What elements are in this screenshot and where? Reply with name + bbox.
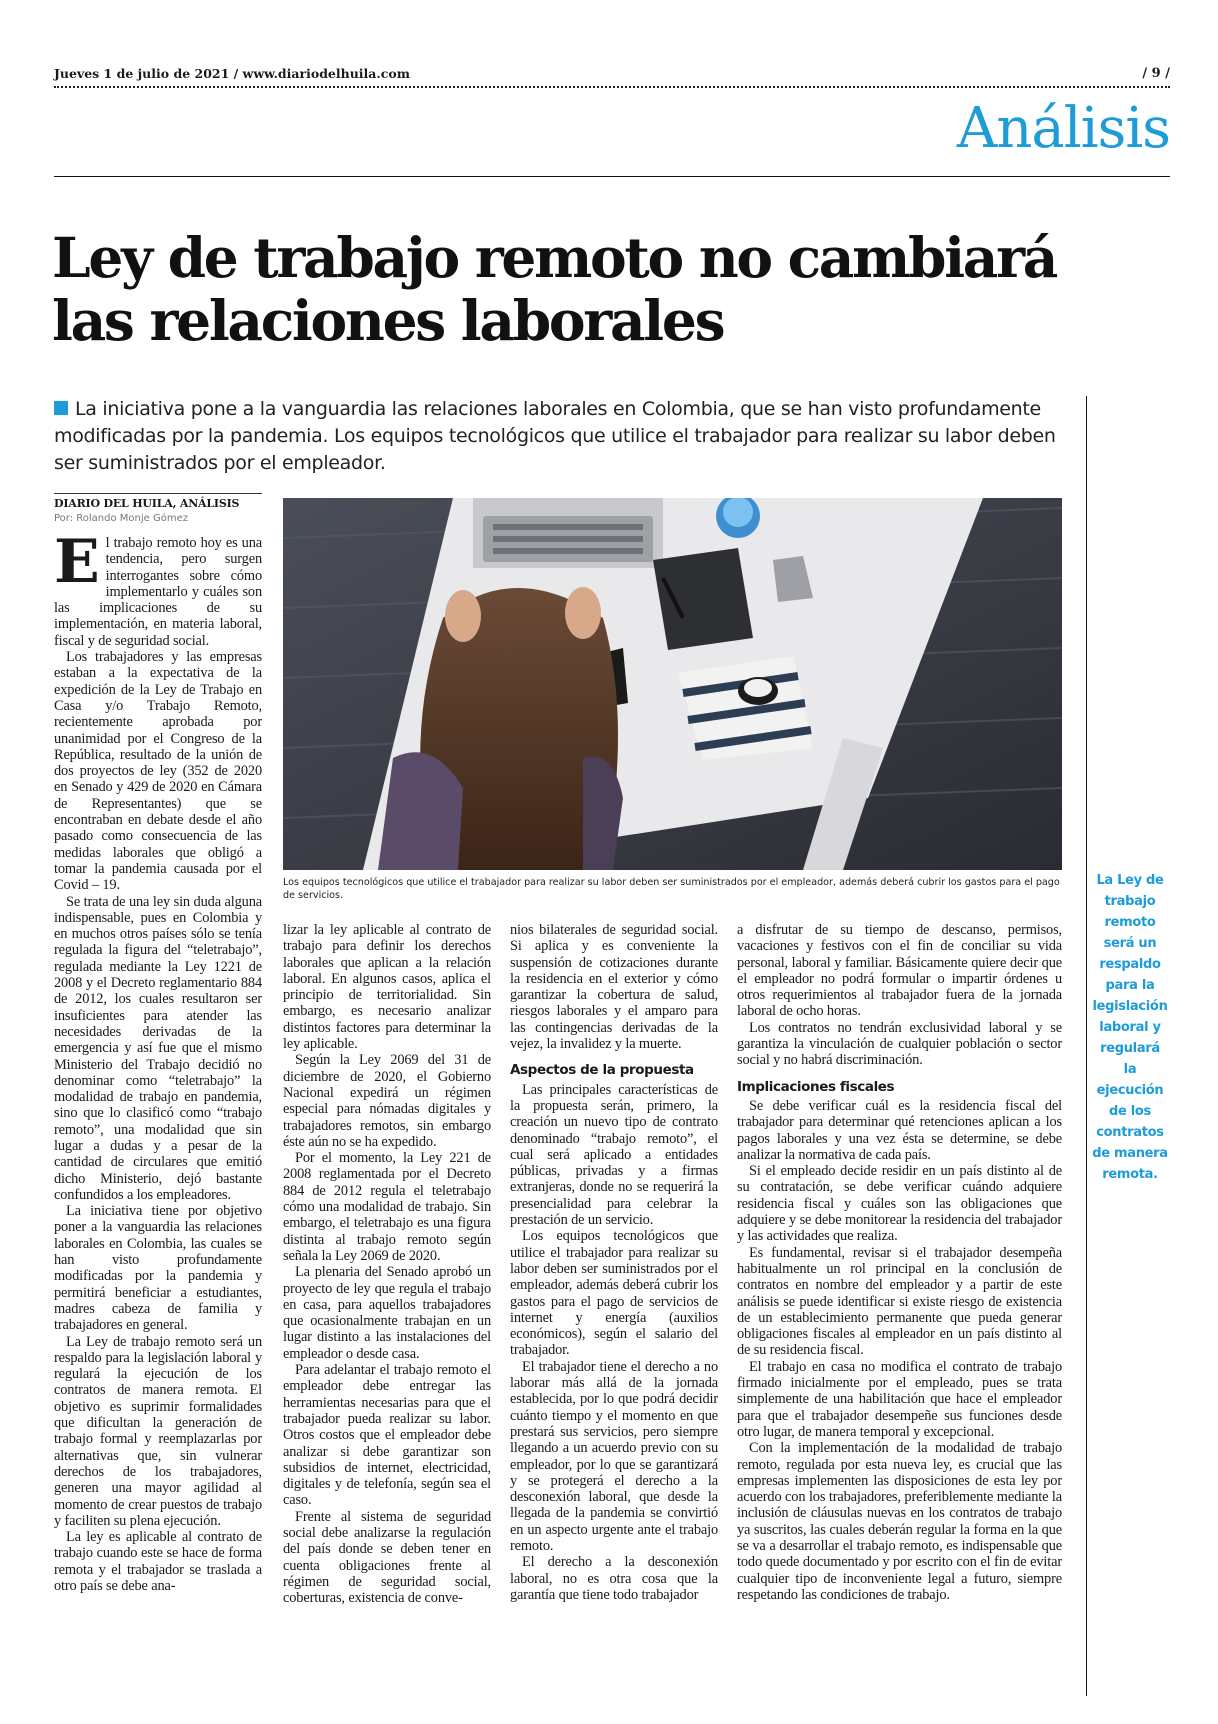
byline-author: Por: Rolando Monje Gómez [54,513,188,524]
article-paragraph: Por el momento, la Ley 221 de 2008 reglamentada por el Decreto 884 de 2012 regula el teletrabajo cómo una modalidad de trabajo. Sin embargo, el teletrabajo es una figura distinta al trabajo remoto según señala la Ley 2069 de 2020. [283,1150,491,1264]
article-paragraph: Las principales características de la propuesta serán, primero, la creación un nuevo tipo de contrato denominado “trabajo remoto”, el cual será aplicado a entidades públicas, privadas y a firmas extranjeras, donde no se requerirá la presencialidad para celebrar la prestación de un servicio. [510,1081,718,1229]
headline-line-2: las relaciones laborales [52,288,724,353]
article-paragraph: La ley es aplicable al contrato de trabajo cuando este se hace de forma remota y el trabajador se traslada a otro país se debe ana- [54,1529,262,1594]
section-title: Análisis [956,96,1170,161]
article-paragraph: Se debe verificar cuál es la residencia fiscal del trabajador para determinar qué retenciones aplican a los pagos laborales y una vez ésta se determine, se debe analizar la normativa de cada país. [737,1097,1062,1163]
article-paragraph: Frente al sistema de seguridad social debe analizarse la regulación del país donde se deben tener en cuenta obligaciones frente al régimen de seguridad social, coberturas, existencia de conve- [283,1508,491,1607]
lead-text: La iniciativa pone a la vanguardia las relaciones laborales en Colombia, que se han visto profundamente modificadas por la pandemia. Los equipos tecnológicos que utilice el trabajador para realizar su labor deben ser suministrados por el empleador. [54,398,1056,474]
square-bullet-icon [54,401,68,415]
article-paragraph: lizar la ley aplicable al contrato de trabajo para definir los derechos laborales que aplican a la relación laboral. En algunos casos, aplica el principio de territorialidad. Sin embargo, es necesario analizar distintos factores para determinar la ley aplicable. [283,922,491,1053]
article-paragraph: Es fundamental, revisar si el trabajador desempeña habitualmente un rol principal en la conclusión de contratos en nombre del empleador y a partir de este análisis se puede identificar si existe riesgo de existencia de un establecimiento permanente que pueda generar obligaciones fiscales al empleador en un país distinto al de su residencia fiscal. [737,1244,1062,1359]
article-paragraph: Los trabajadores y las empresas estaban a la expectativa de la expedición de la Ley de Trabajo en Casa y/o Trabajo Remoto, recientemente aprobada por unanimidad por el Congreso de la República, resultado de la unión de dos proyectos de ley (352 de 2020 en Senado y 429 de 2020 en Cámara de Representantes) que se encontraban en debate desde el año pasado como consecuencia de las medidas laborales que obligó a tomar la pandemia causada por el Covid – 19. [54,649,262,894]
article-paragraph: Si el empleado decide residir en un país distinto al de su contratación, se debe verificar cuándo adquiere residencia fiscal y cuáles son las obligaciones que adquiere y se debe monitorear la residencia del trabajador y las actividades que realiza. [737,1163,1062,1245]
article-paragraph: Los equipos tecnológicos que utilice el trabajador para realizar su labor deben ser suministrados por el empleador, además deberá cubrir los gastos para el pago de servicios de internet y energía (auxilios económicos), según el salario del trabajador. [510,1228,718,1359]
byline-divider [54,493,262,494]
article-paragraph: El trabajador tiene el derecho a no laborar más allá de la jornada establecida, por lo que podrá decidir cuánto tiempo y el momento en que prestará sus servicios, pero siempre llegando a un acuerdo previo con su empleador, por lo que se garantizará y se protegerá el derecho a la desconexión laboral, que desde la llegada de la pandemia se convirtió en un aspecto urgente ante el trabajo remoto. [510,1358,718,1554]
article-paragraph: Según la Ley 2069 del 31 de diciembre de 2020, el Gobierno Nacional expedirá un régimen especial para nómadas digitales y trabajadores remotos, sin embargo éste aún no se ha expedido. [283,1052,491,1150]
photo-caption: Los equipos tecnológicos que utilice el trabajador para realizar su labor deben ser suministrados por el empleador, además deberá cubrir los gastos para el pago de servicios. [283,877,1060,901]
article-column-4 [737,922,1062,1603]
article-photo [283,498,1062,870]
section-divider [54,176,1170,177]
top-divider [54,86,1170,88]
article-column-2 [283,922,491,1606]
pull-quote: La Ley de trabajo remoto será un respaldo para la legislación laboral y regulará la ejecución de los contratos de manera remota. [1092,873,1168,1182]
headline [52,226,1172,352]
woman-at-laptop-image [283,498,1062,870]
article-paragraph: El trabajo en casa no modifica el contrato de trabajo firmado inicialmente por el empleado, pues se trata simplemente de una habilitación que hace el empleador para que el trabajador desempeñe sus funciones desde otro lugar, de manera temporal y excepcional. [737,1358,1062,1440]
article-paragraph: Se trata de una ley sin duda alguna indispensable, pues en Colombia y en muchos otros países sólo se tenía regulada la figura del “teletrabajo”, regulada mediante la Ley 1221 de 2008 y el Decreto reglamentario 884 de 2012, los cuales resultaron ser insuficientes para atender las necesidades derivadas de la emergencia y así fue que el mismo Ministerio del Trabajo decidió no denominar como “teletrabajo” la modalidad de trabajo en pandemia, sino que lo clasificó como “trabajo remoto”, una modalidad que sin lugar a dudas y a pesar de la cantidad de circulares que emitió dicho Ministerio, dejó bastante confundidos a los empleadores. [54,893,262,1203]
article-paragraph: La Ley de trabajo remoto será un respaldo para la legislación laboral y regulará la ejecución de los contratos de manera remota. El objetivo es suprimir formalidades que dificultan la generación de trabajo formal y reemplazarlas por alternativas que, sin vulnerar derechos de los trabajadores, generen una mayor agilidad al momento de crear puestos de trabajo y faciliten su plena ejecución. [54,1333,262,1529]
article-column-1 [54,527,262,1594]
article-paragraph: La iniciativa tiene por objetivo poner a la vanguardia las relaciones laborales en Colombia, las cuales se han visto profundamente modificadas por la pandemia y permitirá beneficiar a estudiantes, madres cabeza de familia y trabajadores en general. [54,1203,262,1334]
article-paragraph: La plenaria del Senado aprobó un proyecto de ley que regula el trabajo en casa, para aquellos trabajadores que ocasionalmente trabajan en un lugar distinto a las instalaciones del empleador o desde casa. [283,1264,491,1362]
article-column-3 [510,922,718,1603]
drop-cap: E [54,527,100,597]
article-paragraph: Para adelantar el trabajo remoto el empleador debe entregar las herramientas necesarias para que el trabajador pueda realizar su labor. Otros costos que el empleador debe analizar si debe garantizar son subsidios de internet, electricidad, digitales y de telefonía, según sea el caso. [283,1362,491,1509]
subheading-implicaciones: Implicaciones fiscales [737,1078,895,1095]
article-paragraph: Con la implementación de la modalidad de trabajo remoto, regulada por esta nueva ley, es crucial que las empresas implementen las disposiciones de esta ley por acuerdo con los trabajadores, preferiblemente mediante la inclusión de cláusulas nuevas en los contratos de trabajo ya suscritos, las cuales deberán regular la forma en la que se va a desarrollar el trabajo remoto, es indispensable que todo quede documentado y por escrito con el fin de evitar cualquier tipo de inconveniente legal a futuro, siempre respetando las condiciones de trabajo. [737,1440,1062,1603]
dateline: Jueves 1 de julio de 2021 / www.diariodelhuila.com [54,66,410,81]
article-paragraph: El derecho a la desconexión laboral, no es otra cosa que la garantía que tiene todo trabajador [510,1554,718,1603]
subheading-aspectos: Aspectos de la propuesta [510,1062,694,1079]
article-paragraph: a disfrutar de su tiempo de descanso, permisos, vacaciones y festivos con el fin de conciliar su vida personal, laboral y familiar. Básicamente quiere decir que el empleador no podrá formular o impartir órdenes u otros requerimientos al trabajador fuera de la jornada laboral de ocho horas. [737,922,1062,1020]
page-number: / 9 / [1142,66,1170,81]
article-paragraph: El trabajo remoto hoy es una tendencia, pero surgen interrogantes sobre cómo implementarlo y cuáles son las implicaciones de su implementación, en materia laboral, fiscal y de seguridad social. [54,527,262,649]
article-paragraph: Los contratos no tendrán exclusividad laboral y se garantiza la vinculación de cualquier población o sector social y no habrá discriminación. [737,1019,1062,1069]
headline-line-1: Ley de trabajo remoto no cambiará [52,225,1057,290]
byline-source: DIARIO DEL HUILA, ANÁLISIS [54,497,240,510]
article-paragraph: nios bilaterales de seguridad social. Si aplica y es conveniente la suspensión de cotizaciones durante la residencia en el exterior y cómo garantizar la cobertura de salud, riesgos laborales y el amparo para las contingencias derivadas de la vejez, la invalidez y la muerte. [510,922,718,1053]
lead-paragraph [54,396,1074,477]
vertical-divider [1086,396,1087,1696]
